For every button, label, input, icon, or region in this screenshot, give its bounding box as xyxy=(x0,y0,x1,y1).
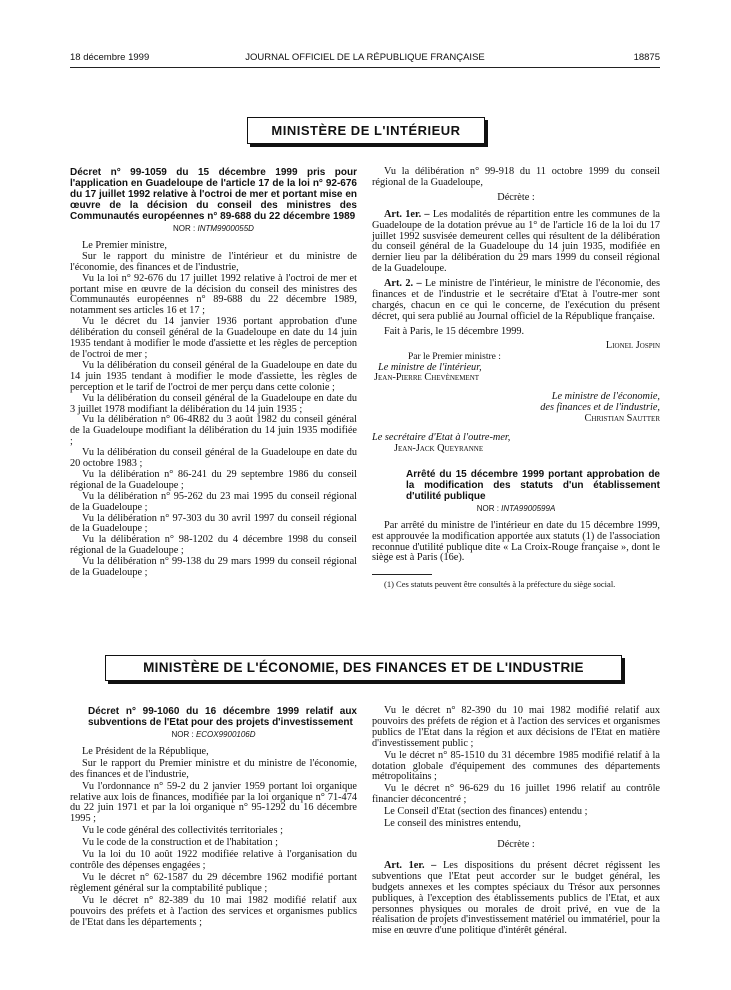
decree1-fait: Fait à Paris, le 15 décembre 1999. xyxy=(384,325,525,337)
decree1-left-column xyxy=(70,167,357,579)
decree1-nor: NOR : INTM9900055D xyxy=(173,224,254,233)
arrete-title: Arrêté du 15 décembre 1999 portant approbation de la modification des statuts d'un établissement d'utilité publique xyxy=(406,468,660,502)
paragraph: Vu le décret n° 96-629 du 16 juillet 1996 relatif au contrôle financier déconcentré ; xyxy=(372,783,660,806)
decree1-article-1: Art. 1er. – Les modalités de répartition entre les communes de la Guadeloupe de la dotation prévue au 1° de l'article 16 de la loi du 17 juillet 1992 susvisée demeurent celles qui résultent de la délibération du conseil général de la Guadeloupe du 14 juin 1935, modifiée en dernier lieu par la délibération du 29 mars 1999 du conseil régional de la Guadeloupe. xyxy=(372,208,661,275)
min-economie-title: Le ministre de l'économie, xyxy=(551,391,660,403)
min-interieur-name: Jean-Pierre Chevènement xyxy=(374,372,480,384)
decree2-visas-continued xyxy=(372,706,660,830)
footnote-rule xyxy=(372,574,432,575)
paragraph: Vu le code général des collectivités territoriales ; xyxy=(82,825,283,837)
paragraph: Vu le décret n° 82-389 du 10 mai 1982 modifié relatif aux pouvoirs des préfets et à l'action des services et organismes publics de l'Etat dans les départements ; xyxy=(70,894,357,928)
signature-pm: Lionel Jospin xyxy=(605,339,660,351)
journal-title: JOURNAL OFFICIEL DE LA RÉPUBLIQUE FRANÇAISE xyxy=(245,52,485,63)
paragraph: Vu l'ordonnance n° 59-2 du 2 janvier 1959 portant loi organique relative aux lois de finances, modifiée par la loi organique n° 71-474 du 22 juin 1971 et par la loi organique n° 95-1292 du 16 décembre 1995 ; xyxy=(70,780,357,825)
arrete-nor: NOR : INTA9900599A xyxy=(476,503,556,513)
paragraph: Vu la loi n° 92-676 du 17 juillet 1992 relative à l'octroi de mer et portant mise en œuvre de la décision du conseil des ministres des Communautés européennes n° 89-688 du 22 décembre 1989, notamment ses articles 16 et 17 ; xyxy=(70,272,357,317)
arrete-text: Par arrêté du ministre de l'intérieur en date du 15 décembre 1999, est approuvée la modification apportée aux statuts (1) de l'association reconnue d'utilité publique dite « La Croix-Rouge française », dont le siège est à Paris (16e). xyxy=(372,519,660,564)
paragraph: Vu la délibération n° 86-241 du 29 septembre 1986 du conseil régional de la Guadeloupe ; xyxy=(70,468,357,491)
header-rule xyxy=(70,67,660,68)
arrete-footnote: (1) Ces statuts peuvent être consultés à la préfecture du siège social. xyxy=(384,579,616,590)
paragraph: Vu la loi du 10 août 1922 modifiée relative à l'organisation du contrôle des dépenses engagées ; xyxy=(70,849,357,871)
page-header xyxy=(70,52,660,66)
decree1-decrete: Décrète : xyxy=(497,191,535,203)
paragraph: Sur le rapport du ministre de l'intérieur et du ministre de l'économie, des finances et de l'industrie, xyxy=(70,250,357,273)
paragraph: Le Premier ministre, xyxy=(82,239,167,251)
header-date: 18 décembre 1999 xyxy=(70,52,150,63)
paragraph: Le Conseil d'Etat (section des finances) entendu ; xyxy=(384,806,588,818)
paragraph: Vu la délibération n° 98-1202 du 4 décembre 1998 du conseil régional de la Guadeloupe ; xyxy=(70,534,357,557)
min-interieur-title: Le ministre de l'intérieur, xyxy=(378,361,482,373)
paragraph: Vu le code de la construction et de l'habitation ; xyxy=(82,837,278,849)
paragraph: Vu la délibération du conseil général de la Guadeloupe en date du 14 juin 1935 tendant à modifier le mode d'assiette, les règles de perception et le tarif de l'octroi de mer perçu dans cette colonie ; xyxy=(70,359,357,393)
ministry-heading-interieur: MINISTÈRE DE L'INTÉRIEUR xyxy=(247,117,485,144)
secretaire-etat-title: Le secrétaire d'Etat à l'outre-mer, xyxy=(372,432,511,444)
paragraph: Vu le décret n° 62-1587 du 29 décembre 1962 modifié portant règlement général sur la comptabilité publique ; xyxy=(70,871,357,894)
paragraph: Vu la délibération n° 99-918 du 11 octobre 1999 du conseil régional de la Guadeloupe, xyxy=(372,166,660,188)
decree2-nor: NOR : ECOX9900106D xyxy=(171,730,256,739)
paragraph: Vu la délibération n° 06-4R82 du 3 août 1982 du conseil général de la Guadeloupe modifiant la délibération du 14 juin 1935 modifiée ; xyxy=(70,414,357,448)
paragraph: Le Président de la République, xyxy=(82,745,209,757)
paragraph: Vu la délibération n° 97-303 du 30 avril 1997 du conseil régional de la Guadeloupe ; xyxy=(70,512,357,535)
decree1-visas xyxy=(70,241,357,579)
paragraph: Vu le décret n° 82-390 du 10 mai 1982 modifié relatif aux pouvoirs des préfets de région et à l'action des services et organismes publics de l'Etat dans la région et aux décisions de l'Etat en matière d'investissement public ; xyxy=(372,705,660,749)
decree2-decrete: Décrète : xyxy=(497,838,535,850)
min-economie-title-2: des finances et de l'industrie, xyxy=(540,402,660,414)
paragraph: Le conseil des ministres entendu, xyxy=(384,818,521,830)
decree2-left-column xyxy=(70,706,357,929)
paragraph: Vu la délibération n° 95-262 du 23 mai 1995 du conseil régional de la Guadeloupe ; xyxy=(70,490,357,513)
decree2-visas xyxy=(70,747,357,929)
paragraph: Sur le rapport du Premier ministre et du ministre de l'économie, des finances et de l'industrie, xyxy=(70,757,357,780)
secretaire-etat-name: Jean-Jack Queyranne xyxy=(394,442,484,454)
par-le-premier-ministre: Par le Premier ministre : xyxy=(408,351,501,362)
decree2-article-1: Art. 1er. – Les dispositions du présent décret régissent les subventions que l'Etat peut accorder sur le budget général, les budgets annexes et les comptes spéciaux du Trésor aux personnes publiques, à l'exception des établissements publics de l'Etat, et aux personnes physiques ou morales de droit privé, en vue de la réalisation de projets d'investissement matériel ou immatériel, pour la mise en œuvre d'une politique d'intérêt général. xyxy=(372,859,660,937)
decree1-article-2: Art. 2. – Le ministre de l'intérieur, le ministre de l'économie, des finances et de l'industrie et le secrétaire d'Etat à l'outre-mer sont chargés, chacun en ce qui le concerne, de l'exécution du présent décret, qui sera publié au Journal officiel de la République française. xyxy=(372,278,660,322)
paragraph: Vu le décret n° 85-1510 du 31 décembre 1985 modifié relatif à la dotation globale d'équipement des communes des départements métropolitains ; xyxy=(372,749,660,783)
decree2-right-column xyxy=(372,706,660,937)
min-economie-name: Christian Sautter xyxy=(584,413,660,425)
paragraph: Vu la délibération n° 99-138 du 29 mars 1999 du conseil régional de la Guadeloupe ; xyxy=(70,556,357,579)
decree1-title: Décret n° 99-1059 du 15 décembre 1999 pris pour l'application en Guadeloupe de l'article 17 de la loi n° 92-676 du 17 juillet 1992 relative à l'octroi de mer et portant mise en œuvre de la décision du conseil des ministres des Communautés européennes n° 89-688 du 22 décembre 1989 xyxy=(70,167,357,222)
ministry-heading-economie: MINISTÈRE DE L'ÉCONOMIE, DES FINANCES ET DE L'INDUSTRIE xyxy=(105,655,622,681)
paragraph: Vu le décret du 14 janvier 1936 portant approbation d'une délibération du conseil général de la Guadeloupe en date du 14 juin 1935 tendant à modifier le mode d'assiette et les règles de perception de l'octroi de mer ; xyxy=(70,316,357,360)
decree1-right-column xyxy=(372,167,660,589)
paragraph: Vu la délibération du conseil général de la Guadeloupe en date du 20 octobre 1983 ; xyxy=(70,447,357,470)
paragraph: Vu la délibération du conseil général de la Guadeloupe en date du 3 juillet 1978 modifiant la délibération du 14 juin 1935 ; xyxy=(70,392,357,415)
decree1-visas-continued xyxy=(372,167,660,189)
page-number: 18875 xyxy=(633,52,660,63)
decree2-title: Décret n° 99-1060 du 16 décembre 1999 relatif aux subventions de l'Etat pour des projets d'investissement xyxy=(88,706,357,728)
